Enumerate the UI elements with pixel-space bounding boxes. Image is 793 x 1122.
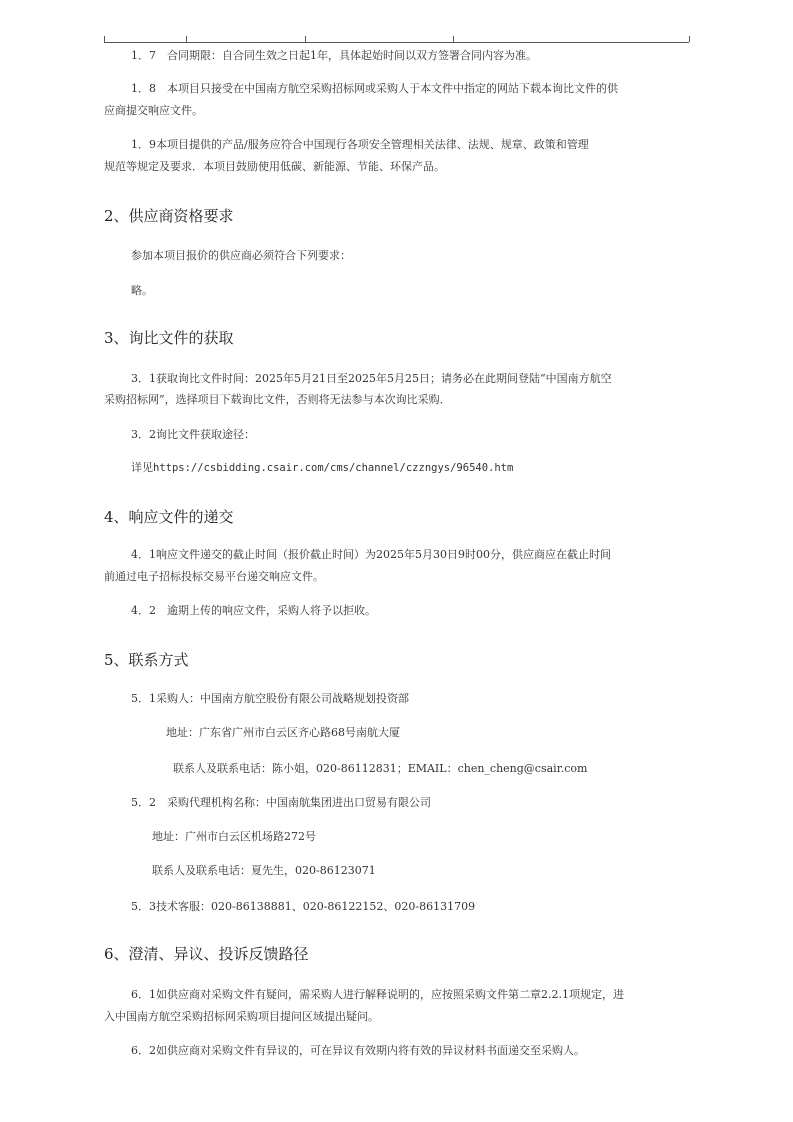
- clause-6-1-line-2: 入中国南方航空采购招标网采购项目提问区域提出疑问。: [104, 1010, 379, 1023]
- clause-4-1-line-1: 4．1响应文件递交的截止时间（报价截止时间）为2025年5月30日9时00分，供应商应在截止时间: [131, 548, 611, 561]
- clause-1-9-line-2: 规范等规定及要求．本项目鼓励使用低碳、新能源、节能、环保产品。: [104, 160, 445, 173]
- section-3-heading: 3、询比文件的获取: [104, 329, 234, 347]
- section-2-intro: 参加本项目报价的供应商必须符合下列要求：: [131, 249, 351, 262]
- agency-address: 地址：广州市白云区机场路272号: [152, 830, 316, 843]
- url-prefix: 详见: [131, 461, 153, 474]
- clause-1-9-line-1: 1．9本项目提供的产品/服务应符合中国现行各项安全管理相关法律、法规、规章、政策和管理: [131, 138, 589, 151]
- clause-5-1: 5．1采购人：中国南方航空股份有限公司战略规划投资部: [131, 692, 409, 705]
- section-2-heading: 2、供应商资格要求: [104, 207, 234, 225]
- clause-4-2: 4．2 逾期上传的响应文件，采购人将予以拒收。: [131, 604, 376, 617]
- section-6-heading: 6、澄清、异议、投诉反馈路径: [104, 945, 309, 963]
- agency-contact: 联系人及联系电话：夏先生，020-86123071: [152, 864, 376, 877]
- table-column-tick: [104, 36, 105, 42]
- purchaser-contact: 联系人及联系电话：陈小姐，020-86112831；EMAIL：chen_cheng@csair.com: [173, 762, 588, 775]
- clause-4-1-line-2: 前通过电子招标投标交易平台递交响应文件。: [104, 570, 324, 583]
- section-2-omitted: 略。: [131, 284, 153, 297]
- table-column-tick: [305, 36, 306, 42]
- clause-6-1-line-1: 6．1如供应商对采购文件有疑问，需采购人进行解释说明的，应按照采购文件第二章2.2.1项规定，进: [131, 988, 624, 1001]
- clause-3-1-line-2: 采购招标网”，选择项目下载询比文件，否则将无法参与本次询比采购．: [104, 393, 451, 406]
- clause-1-7: 1．7 合同期限：自合同生效之日起1年，具体起始时间以双方签署合同内容为准。: [131, 49, 537, 62]
- table-column-tick: [689, 36, 690, 42]
- clause-5-3: 5．3技术客服：020-86138881、020-86122152、020-86131709: [131, 900, 476, 913]
- purchaser-address: 地址：广东省广州市白云区齐心路68号南航大厦: [166, 726, 400, 739]
- download-url: https://csbidding.csair.com/cms/channel/czzngys/96540.htm: [153, 462, 514, 474]
- table-column-tick: [453, 36, 454, 42]
- clause-3-2: 3．2询比文件获取途径：: [131, 428, 255, 441]
- table-top-border: [104, 42, 689, 43]
- table-column-tick: [186, 36, 187, 42]
- clause-1-8-line-1: 1．8 本项目只接受在中国南方航空采购招标网或采购人于本文件中指定的网站下载本询比文件的供: [131, 82, 618, 95]
- clause-5-2: 5．2 采购代理机构名称：中国南航集团进出口贸易有限公司: [131, 796, 431, 809]
- section-5-heading: 5、联系方式: [104, 651, 189, 669]
- clause-1-8-line-2: 应商提交响应文件。: [104, 104, 203, 117]
- clause-3-1-line-1: 3．1获取询比文件时间：2025年5月21日至2025年5月25日；请务必在此期间登陆“中国南方航空: [131, 372, 612, 385]
- clause-6-2: 6．2如供应商对采购文件有异议的，可在异议有效期内将有效的异议材料书面递交至采购人。: [131, 1044, 585, 1057]
- section-4-heading: 4、响应文件的递交: [104, 508, 234, 526]
- clause-3-3: [131, 457, 513, 479]
